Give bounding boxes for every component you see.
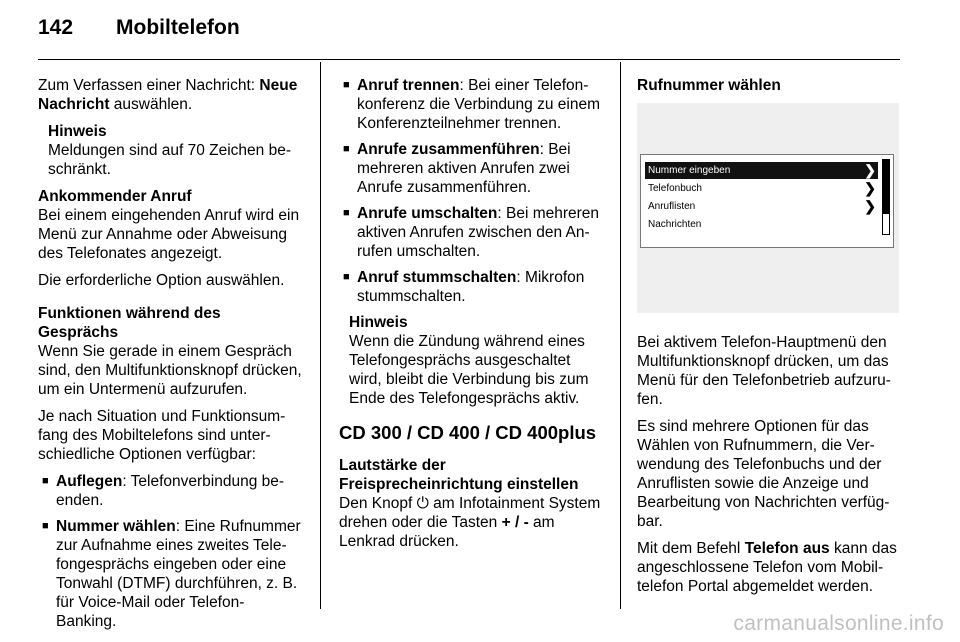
menu-scrollbar (882, 159, 890, 235)
bold-term: + / - (501, 514, 529, 531)
column-divider-1 (320, 62, 321, 609)
paragraph-options: Je nach Situation und Funktionsumfang des Mobiltelefons sind unterschiedliche Optionen verfügbar: (38, 408, 286, 463)
note-title: Hinweis (48, 123, 107, 140)
watermark: carmanualsonline.info (733, 612, 944, 635)
menu-item-messages: Nachrichten (648, 219, 702, 230)
middle-column (339, 76, 605, 559)
paragraph-select-option: Die erforderliche Option auswählen. (38, 272, 285, 289)
paragraph-call-functions: Wenn Sie gerade in einem Gespräch sind, den Multifunktionsknopf drücken, um ein Untermenü aufzurufen. (38, 343, 302, 398)
bullet-item: ■ Anruf trennen: Bei einer Telefonkonferenz die Verbindung zu einem Konferenzteilnehmer trennen. (339, 76, 605, 133)
subheading-volume: Lautstärke der Freisprecheinrichtung einstellen (339, 457, 579, 493)
chevron-right-icon: ❯ (864, 162, 876, 178)
subheading-call-functions: Funktionen während des Gesprächs (38, 305, 221, 341)
left-column (38, 76, 304, 638)
bullet-item: ■ Auflegen: Telefonverbindung beenden. (38, 472, 304, 510)
note-title: Hinweis (349, 314, 408, 331)
paragraph-main-menu: Bei aktivem Telefon-Hauptmenü den Multifunktionsknopf drücken, um das Menü für den Telefonbetrieb aufzurufen. (637, 334, 891, 408)
bullet-item: ■ Anruf stummschalten: Mikrofon stummschalten. (339, 268, 605, 306)
phone-menu-screenshot (637, 103, 899, 313)
bullet-item: ■ Nummer wählen: Eine Rufnummer zur Aufnahme eines zweites Telefongesprächs eingeben oder eine Tonwahl (DTMF) durchführen, z. B. für Voice-Mail oder Telefon-Banking. (38, 517, 304, 631)
column-divider-2 (620, 62, 621, 609)
page-number: 142 (38, 16, 74, 39)
paragraph-incoming-call: Bei einem eingehenden Anruf wird ein Menü zur Annahme oder Abweisung des Telefonates angezeigt. (38, 207, 300, 262)
right-column (637, 76, 903, 604)
menu-item-enter-number: Nummer eingeben ❯ (645, 162, 878, 179)
paragraph-options-dialing: Es sind mehrere Optionen für das Wählen von Rufnummern, die Verwendung des Telefonbuchs und der Anruflisten sowie die Anzeige und Bearbeitung von Nachrichten verfügbar. (637, 418, 890, 530)
bold-term: Telefon aus (744, 540, 830, 557)
note-box (339, 313, 605, 408)
paragraph-phone-off: Mit dem Befehl Telefon aus kann das angeschlossene Telefon vom Mobiltelefon Portal abgemeldet werden. (637, 540, 897, 595)
paragraph-volume: Den Knopf ⏻ am Infotainment System drehen oder die Tasten + / - am Lenkrad drücken. (339, 495, 601, 550)
note-text: Meldungen sind auf 70 Zeichen beschränkt. (48, 142, 292, 178)
subheading-dial-number: Rufnummer wählen (637, 77, 781, 94)
power-knob-icon: ⏻ (416, 495, 429, 512)
note-text: Wenn die Zündung während eines Telefongesprächs ausgeschaltet wird, bleibt die Verbindung bis zum Ende des Telefongesprächs aktiv. (349, 333, 589, 407)
subheading-incoming-call: Ankommender Anruf (38, 188, 192, 205)
menu-item-phonebook: Telefonbuch ❯ (648, 180, 876, 196)
bold-term: Neue Nachricht (38, 77, 298, 113)
chevron-right-icon: ❯ (864, 180, 876, 196)
section-title: CD 300 / CD 400 / CD 400plus (339, 422, 597, 443)
bullet-item: ■ Anrufe umschalten: Bei mehreren aktiven Anrufen zwischen den Anrufen umschalten. (339, 204, 605, 261)
phone-menu-screen (640, 154, 894, 248)
chevron-right-icon: ❯ (864, 198, 876, 214)
note-box (38, 122, 304, 179)
bullet-item: ■ Anrufe zusammenführen: Bei mehreren aktiven Anrufen zwei Anrufe zusammenführen. (339, 140, 605, 197)
menu-item-call-lists: Anruflisten ❯ (648, 198, 876, 214)
header-rule (38, 59, 900, 60)
page-title: Mobiltelefon (116, 16, 240, 39)
paragraph-new-message: Zum Verfassen einer Nachricht: Neue Nachricht auswählen. (38, 77, 298, 113)
scrollbar-thumb (883, 160, 889, 214)
